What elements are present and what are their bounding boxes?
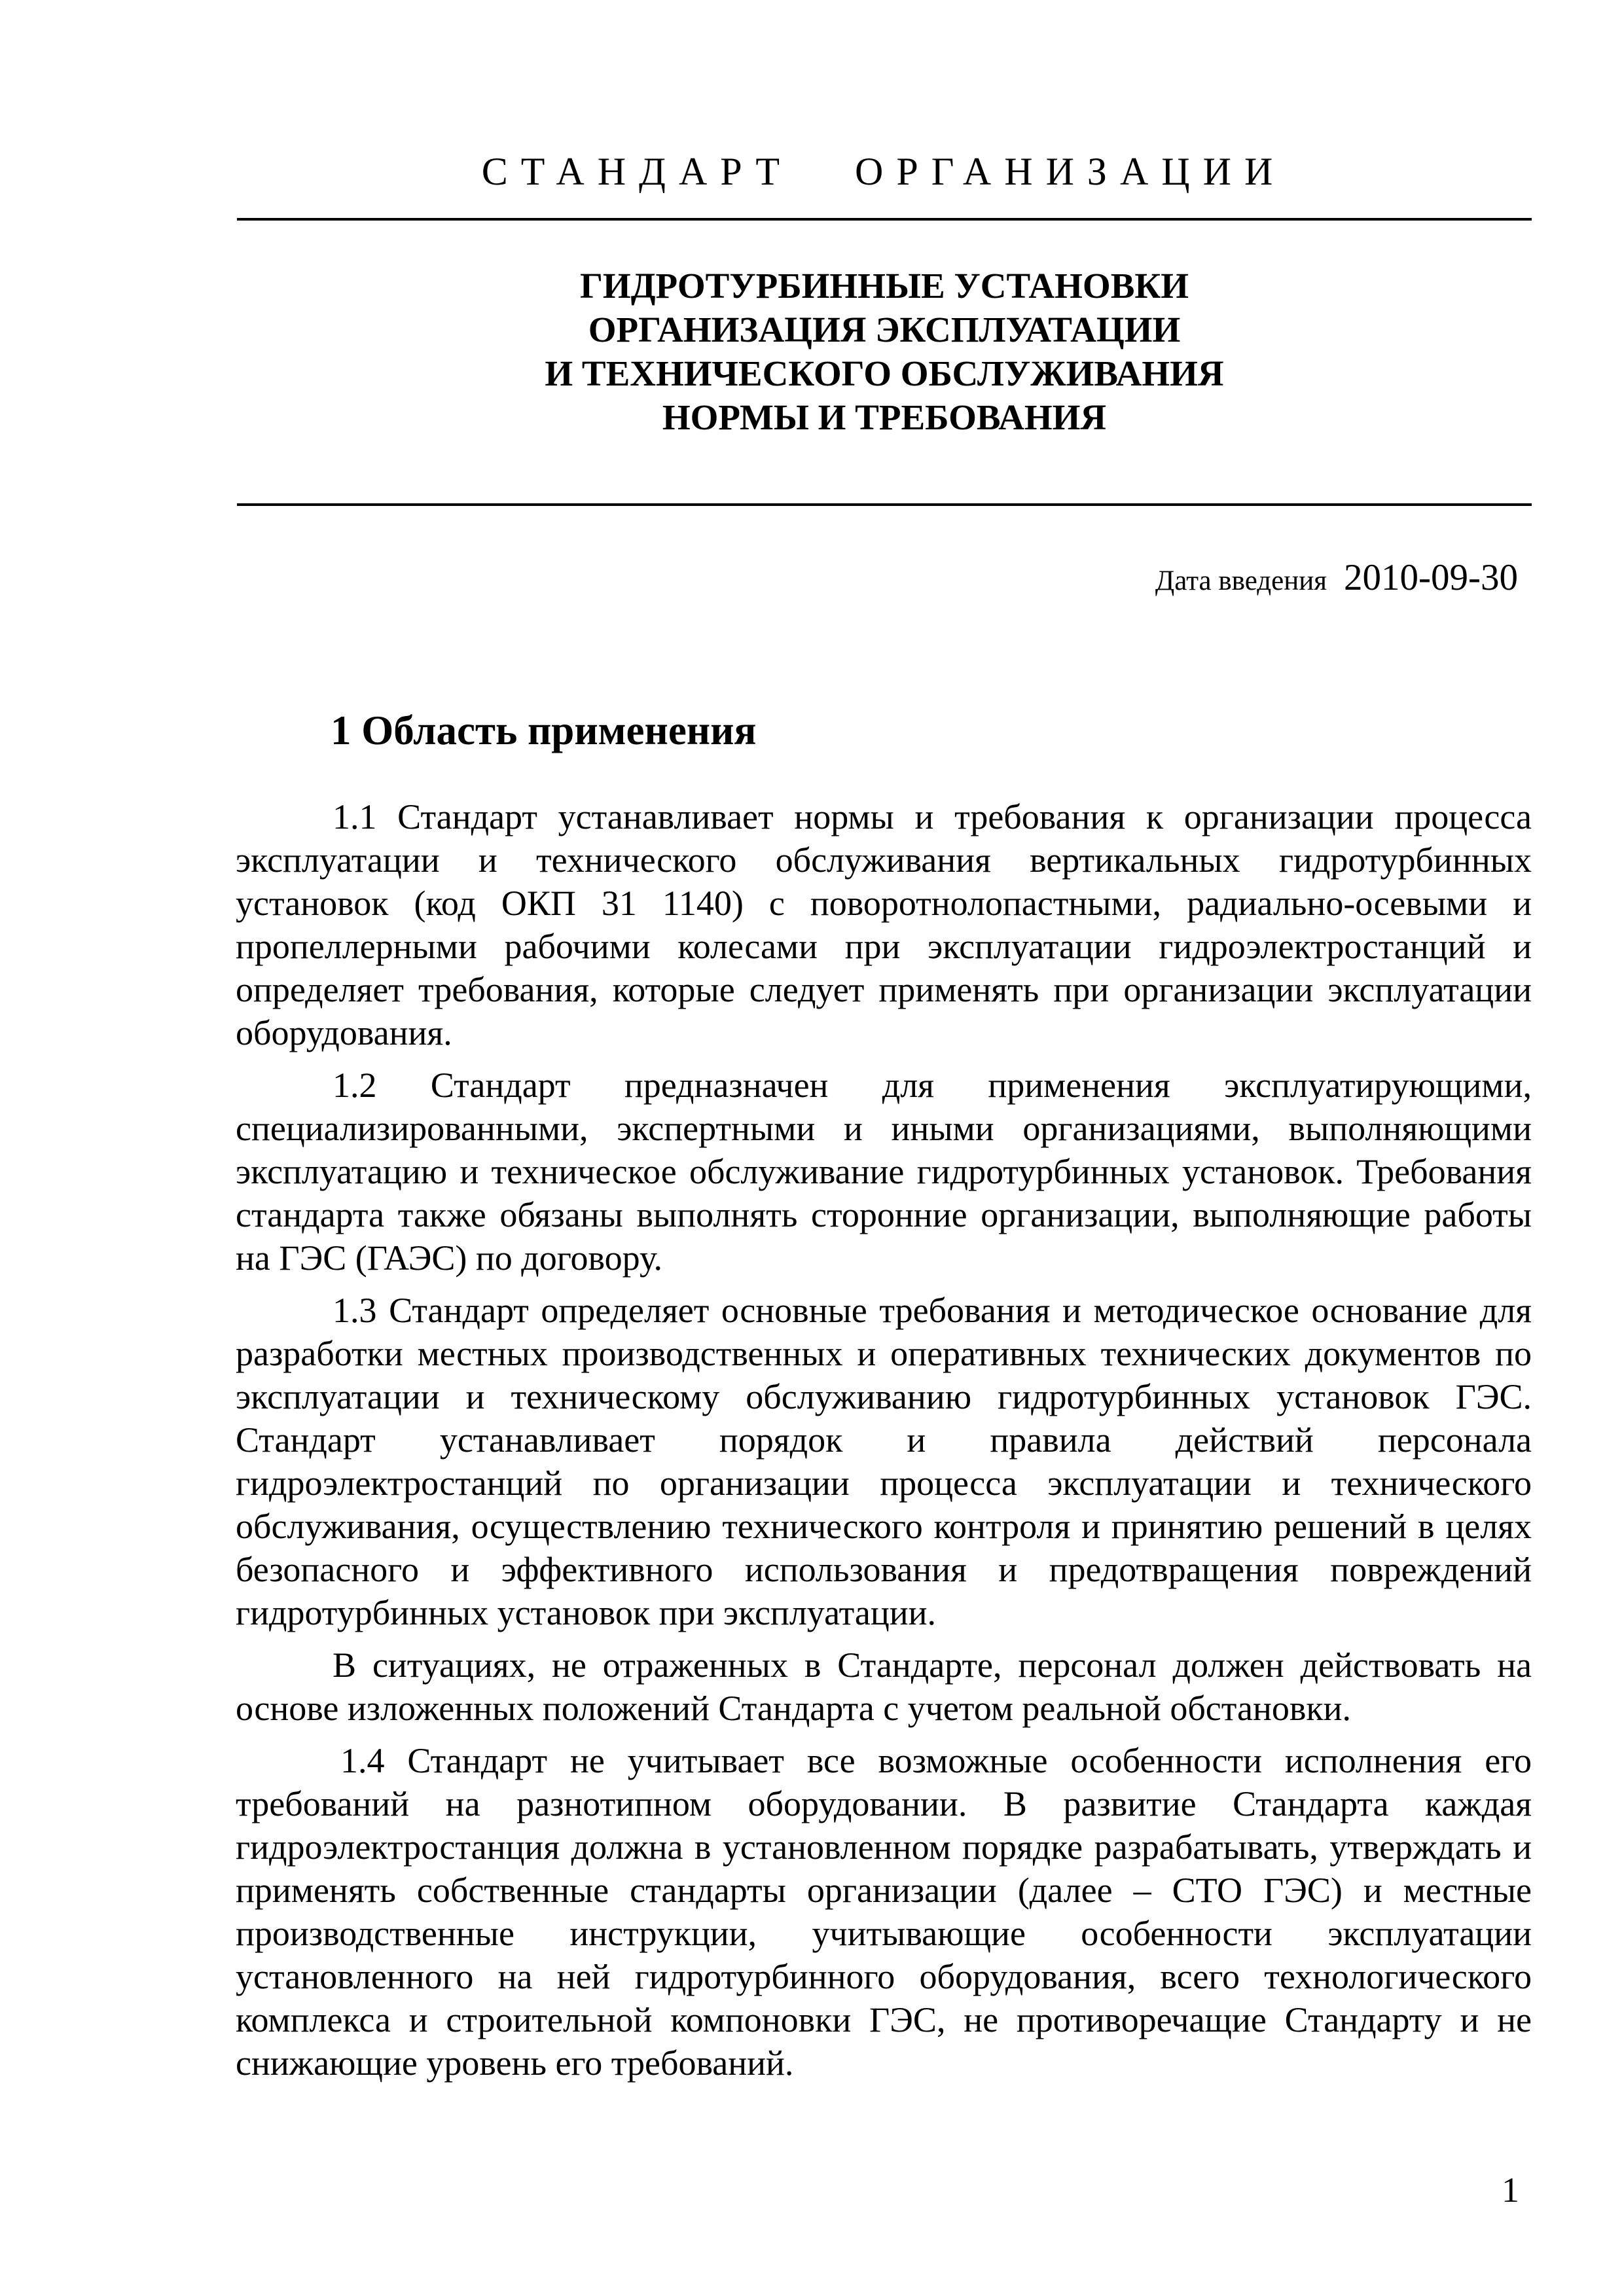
paragraph-1-2: 1.2 Стандарт предназначен для применения эксплуатирующими, специализированными, экспертными и иными организациями, выполняющими эксплуатацию и техническое обслуживание гидротурбинных установок. Требования стандарта также обязаны выполнять сторонние организации, выполняющие работы на ГЭС (ГАЭС) по договору. bbox=[236, 1066, 1532, 1278]
title-line-4: НОРМЫ И ТРЕБОВАНИЯ bbox=[662, 397, 1107, 437]
section-body bbox=[236, 795, 1532, 2094]
introduction-date-value: 2010-09-30 bbox=[1344, 557, 1518, 598]
title-line-1: ГИДРОТУРБИННЫЕ УСТАНОВКИ bbox=[579, 266, 1189, 306]
title-line-3: И ТЕХНИЧЕСКОГО ОБСЛУЖИВАНИЯ bbox=[545, 353, 1224, 393]
page-number: 1 bbox=[1502, 2170, 1519, 2210]
section-heading: 1 Область применения bbox=[331, 708, 757, 753]
paragraph-1-4: 1.4 Стандарт не учитывает все возможные особенности исполнения его требований на разнотипном оборудовании. В развитие Стандарта каждая гидроэлектростанция должна в установленном порядке разрабатывать, утверждать и применять собственные стандарты организации (далее – СТО ГЭС) и местные производственные инструкции, учитывающие особенности эксплуатации установленного на ней гидротурбинного оборудования, всего технологического комплекса и строительной компоновки ГЭС, не противоречащие Стандарту и не снижающие уровень его требований. bbox=[236, 1741, 1532, 2083]
bottom-rule bbox=[237, 503, 1532, 506]
document-title bbox=[237, 264, 1532, 439]
title-line-2: ОРГАНИЗАЦИЯ ЭКСПЛУАТАЦИИ bbox=[588, 310, 1181, 350]
introduction-date bbox=[1155, 556, 1518, 599]
paragraph-situations: В ситуациях, не отраженных в Стандарте, персонал должен действовать на основе изложенных положений Стандарта с учетом реальной обстановки. bbox=[236, 1645, 1532, 1728]
organization-standard-header: СТАНДАРТ ОРГАНИЗАЦИИ bbox=[481, 150, 1286, 193]
top-rule bbox=[237, 218, 1532, 221]
paragraph-1-1: 1.1 Стандарт устанавливает нормы и требования к организации процесса эксплуатации и технического обслуживания вертикальных гидротурбинных установок (код ОКП 31 1140) с поворотнолопастными, радиально-осевыми и пропеллерными рабочими колесами при эксплуатации гидроэлектростанций и определяет требования, которые следует применять при организации эксплуатации оборудования. bbox=[236, 797, 1532, 1052]
introduction-date-label: Дата введения bbox=[1155, 565, 1327, 596]
paragraph-1-3: 1.3 Стандарт определяет основные требования и методическое основание для разработки местных производственных и оперативных технических документов по эксплуатации и техническому обслуживанию гидротурбинных установок ГЭС. Стандарт устанавливает порядок и правила действий персонала гидроэлектростанций по организации процесса эксплуатации и технического обслуживания, осуществлению технического контроля и принятию решений в целях безопасного и эффективного использования и предотвращения повреждений гидротурбинных установок при эксплуатации. bbox=[236, 1291, 1532, 1632]
